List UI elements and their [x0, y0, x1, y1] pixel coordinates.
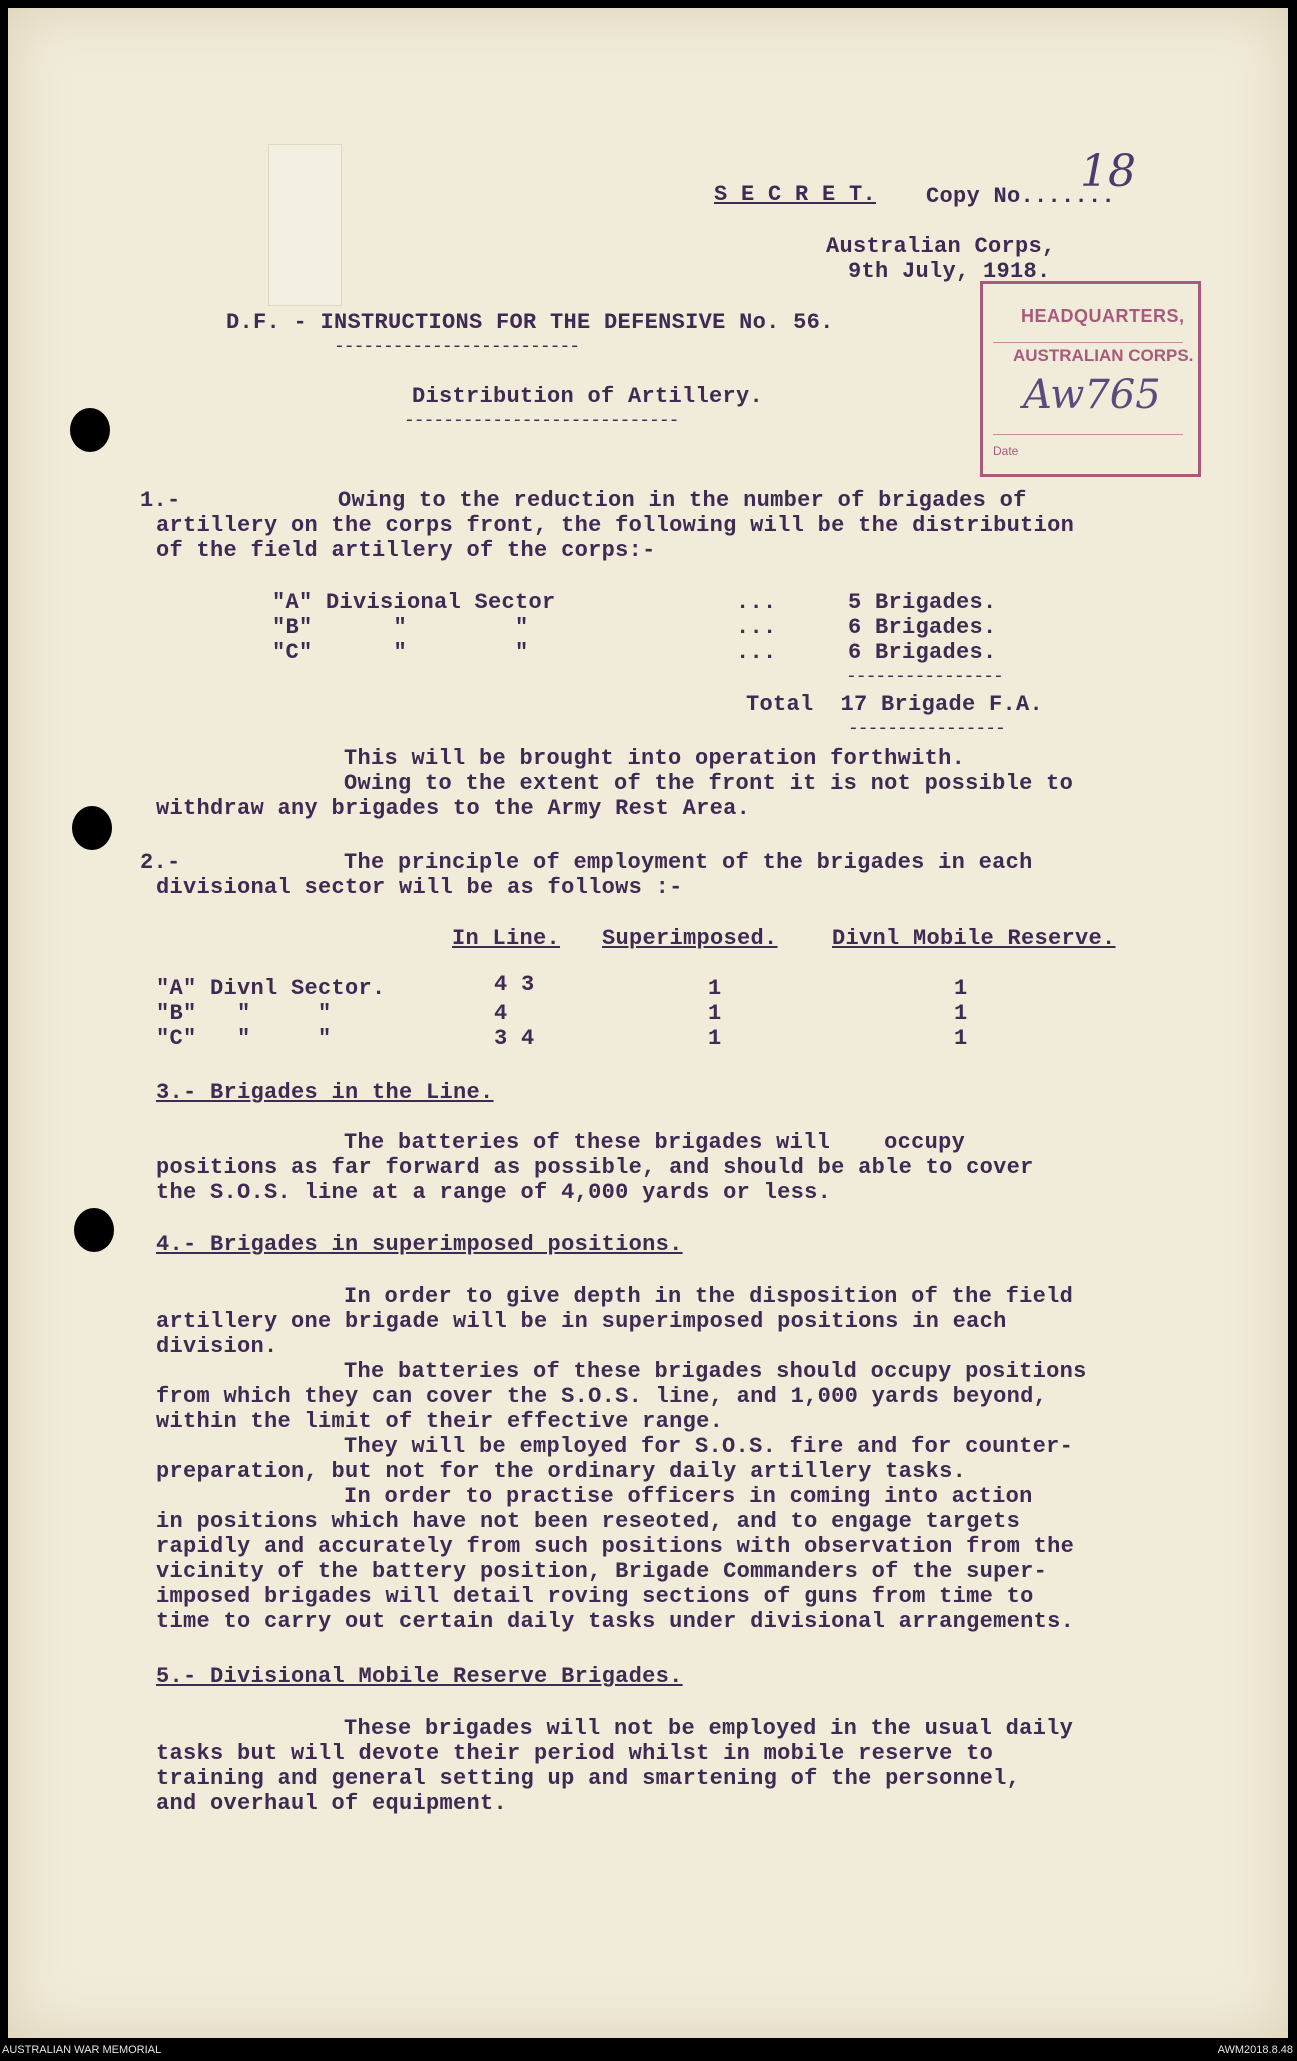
employment-row-a-super: 1 [708, 976, 722, 1001]
title-underline: ------------------------- [334, 337, 580, 357]
document-title: D.F. - INSTRUCTIONS FOR THE DEFENSIVE No. 56. [226, 310, 834, 335]
employment-row-c-super: 1 [708, 1026, 722, 1051]
section-1-after: withdraw any brigades to the Army Rest Area. [156, 796, 751, 821]
total-underline: ---------------- [848, 719, 1005, 739]
col-mobile-reserve: Divnl Mobile Reserve. [832, 926, 1116, 951]
employment-row-c-in-line: 3 4 [494, 1026, 535, 1051]
document-subtitle: Distribution of Artillery. [412, 384, 764, 409]
organisation: Australian Corps, [826, 234, 1056, 259]
total-rule: ---------------- [846, 667, 1003, 687]
section-4-line: time to carry out certain daily tasks under divisional arrangements. [156, 1609, 1075, 1634]
employment-row-c-reserve: 1 [954, 1026, 968, 1051]
tape-patch [268, 144, 342, 306]
sector-row-a: "A" Divisional Sector [272, 590, 556, 615]
headquarters-stamp [980, 281, 1201, 477]
section-4-line: artillery one brigade will be in superimposed positions in each [156, 1309, 1007, 1334]
section-2-line: divisional sector will be as follows :- [156, 875, 683, 900]
sector-row-b-brigades: 6 Brigades. [848, 615, 997, 640]
employment-row-a-reserve: 1 [954, 976, 968, 1001]
section-4-line: In order to practise officers in coming into action [344, 1484, 1033, 1509]
punch-hole-icon [72, 806, 112, 850]
employment-row-b-reserve: 1 [954, 1001, 968, 1026]
employment-row-b-super: 1 [708, 1001, 722, 1026]
footer-accession: AWM2018.8.48 [1217, 2044, 1293, 2056]
section-5-heading: 5.- Divisional Mobile Reserve Brigades. [156, 1664, 683, 1689]
sector-row-c-brigades: 6 Brigades. [848, 640, 997, 665]
section-4-line: within the limit of their effective range. [156, 1409, 724, 1434]
section-3-line: The batteries of these brigades will occupy [344, 1130, 966, 1155]
sector-row-c: "C" " " [272, 640, 529, 665]
section-1-number: 1.- [140, 488, 181, 513]
employment-row-a: "A" Divnl Sector. [156, 976, 386, 1001]
copy-number: 18 [1080, 146, 1136, 197]
section-4-line: in positions which have not been reseoted, and to engage targets [156, 1509, 1021, 1534]
col-in-line: In Line. [452, 926, 561, 951]
section-5-line: These brigades will not be employed in the usual daily [344, 1716, 1074, 1741]
stamp-number: Aw765 [1023, 372, 1161, 418]
section-4-line: The batteries of these brigades should occupy positions [344, 1359, 1087, 1384]
employment-row-b-in-line: 4 [494, 1001, 508, 1026]
employment-row-c: "C" " " [156, 1026, 332, 1051]
section-2-line: The principle of employment of the brigades in each [344, 850, 1033, 875]
document-date: 9th July, 1918. [848, 259, 1051, 284]
sector-row-a-brigades: 5 Brigades. [848, 590, 997, 615]
section-5-line: tasks but will devote their period whilst in mobile reserve to [156, 1741, 994, 1766]
secret-label: S E C R E T. [714, 182, 877, 207]
document-page [8, 8, 1288, 2038]
section-4-line: imposed brigades will detail roving sections of guns from time to [156, 1584, 1034, 1609]
stamp-date-label: Date [993, 444, 1019, 458]
sector-row-c-dots: ... [736, 640, 777, 665]
section-5-line: and overhaul of equipment. [156, 1791, 508, 1816]
section-3-line: positions as far forward as possible, and should be able to cover [156, 1155, 1034, 1180]
stamp-unit: AUSTRALIAN CORPS. [1013, 346, 1194, 365]
section-4-line: In order to give depth in the disposition of the field [344, 1284, 1074, 1309]
section-3-line: the S.O.S. line at a range of 4,000 yards or less. [156, 1180, 832, 1205]
section-4-line: from which they can cover the S.O.S. line, and 1,000 yards beyond, [156, 1384, 1048, 1409]
section-1-line: of the field artillery of the corps:- [156, 538, 656, 563]
sector-row-b-dots: ... [736, 615, 777, 640]
section-1-after: This will be brought into operation forthwith. [344, 746, 966, 771]
sector-row-b: "B" " " [272, 615, 529, 640]
total-brigades: Total 17 Brigade F.A. [746, 692, 1044, 717]
employment-row-b: "B" " " [156, 1001, 332, 1026]
section-3-heading: 3.- Brigades in the Line. [156, 1080, 494, 1105]
section-4-line: preparation, but not for the ordinary daily artillery tasks. [156, 1459, 967, 1484]
section-5-line: training and general setting up and smartening of the personnel, [156, 1766, 1021, 1791]
section-1-after: Owing to the extent of the front it is not possible to [344, 771, 1074, 796]
footer-institution: AUSTRALIAN WAR MEMORIAL [2, 2044, 162, 2056]
section-4-line: rapidly and accurately from such positions with observation from the [156, 1534, 1075, 1559]
sector-row-a-dots: ... [736, 590, 777, 615]
section-2-number: 2.- [140, 850, 181, 875]
punch-hole-icon [70, 408, 110, 452]
copy-label: Copy No....... [926, 184, 1116, 209]
stamp-heading: HEADQUARTERS, [1021, 306, 1185, 326]
section-4-heading: 4.- Brigades in superimposed positions. [156, 1232, 683, 1257]
subtitle-underline: ---------------------------- [404, 411, 679, 431]
col-superimposed: Superimposed. [602, 926, 778, 951]
section-4-line: division. [156, 1334, 278, 1359]
punch-hole-icon [74, 1208, 114, 1252]
section-1-line: Owing to the reduction in the number of brigades of [338, 488, 1027, 513]
section-4-line: They will be employed for S.O.S. fire and for counter- [344, 1434, 1074, 1459]
section-4-line: vicinity of the battery position, Brigade Commanders of the super- [156, 1559, 1048, 1584]
section-1-line: artillery on the corps front, the following will be the distribution [156, 513, 1075, 538]
employment-row-a-in-line: 4 3 [494, 972, 535, 997]
